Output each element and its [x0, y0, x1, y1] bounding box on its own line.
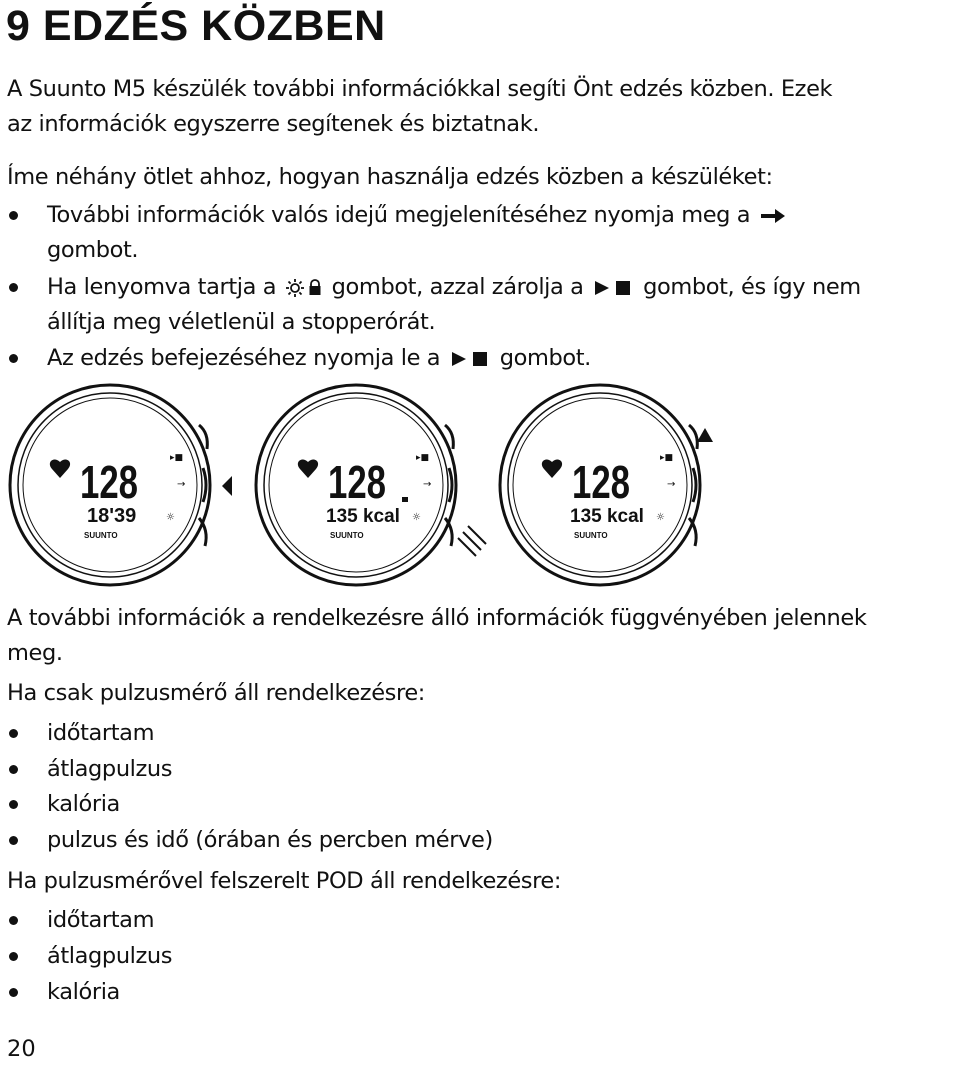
- watch-1-heart-rate: 128: [80, 456, 138, 508]
- tip-1-text: További információk valós idejű megjelenítéséhez nyomja meg a: [47, 202, 751, 228]
- press-indicator-icon: [222, 476, 232, 496]
- info-line-1: A további információk a rendelkezésre álló információk függvényében jelennek: [7, 605, 867, 631]
- hold-press-icon: [458, 526, 486, 556]
- watch-1-second-line: 18'39: [87, 505, 137, 527]
- intro-line-1: A Suunto M5 készülék további információkkal segíti Önt edzés közben. Ezek: [7, 76, 833, 102]
- bullet-icon: [9, 765, 18, 774]
- list-item-text: időtartam: [47, 907, 155, 933]
- tip-2-text-a: Ha lenyomva tartja a: [47, 274, 277, 300]
- bullet-icon: [9, 988, 18, 997]
- tip-2-continued: állítja meg véletlenül a stopperórát.: [47, 309, 436, 335]
- watch-2-play-label: ▸■: [416, 453, 430, 463]
- bullet-icon: [9, 836, 18, 845]
- watch-2-light-label: ☼: [412, 512, 421, 523]
- intro-line-2: az információk egyszerre segítenek és biztatnak.: [7, 111, 540, 137]
- play-stop-icon: [449, 349, 491, 369]
- watch-3-play-label: ▸■: [660, 453, 674, 463]
- watch-2-second-line: 135 kcal: [326, 506, 400, 527]
- list-item-text: kalória: [47, 791, 120, 817]
- watch-3-brand: SUUNTO: [574, 531, 608, 540]
- intro-line-3: Íme néhány ötlet ahhoz, hogyan használja edzés közben a készüléket:: [7, 164, 773, 190]
- bullet-icon: [9, 800, 18, 809]
- watch-2-arrow-label: →: [423, 479, 432, 490]
- bullet-icon: [9, 211, 18, 220]
- list-item-text: átlagpulzus: [47, 943, 173, 969]
- tip-2-text-b: gombot, azzal zárolja a: [331, 274, 584, 300]
- tip-3-text-b: gombot.: [499, 345, 591, 371]
- lock-icon: [402, 497, 408, 502]
- hr-only-heading: Ha csak pulzusmérő áll rendelkezésre:: [7, 680, 425, 706]
- watch-3: [500, 385, 713, 585]
- watch-3-second-line: 135 kcal: [570, 506, 644, 527]
- watch-2: [256, 385, 486, 585]
- list-item-text: átlagpulzus: [47, 756, 173, 782]
- watch-1-light-label: ☼: [166, 512, 175, 523]
- watch-1-brand: SUUNTO: [84, 531, 118, 540]
- info-line-2: meg.: [7, 640, 63, 666]
- watch-1-arrow-label: →: [177, 479, 186, 490]
- list-item-text: kalória: [47, 979, 120, 1005]
- tip-3-text-a: Az edzés befejezéséhez nyomja le a: [47, 345, 441, 371]
- bullet-icon: [9, 354, 18, 363]
- tip-2-text-c: gombot, és így nem: [643, 274, 861, 300]
- press-indicator-icon: [697, 428, 713, 442]
- light-lock-icon: [285, 277, 323, 299]
- tip-1-continued: gombot.: [47, 237, 139, 263]
- bullet-icon: [9, 952, 18, 961]
- list-item-text: pulzus és idő (órában és percben mérve): [47, 827, 493, 853]
- arrow-right-icon: [759, 206, 787, 226]
- watch-3-heart-rate: 128: [572, 456, 630, 508]
- watch-3-light-label: ☼: [656, 512, 665, 523]
- watch-2-brand: SUUNTO: [330, 531, 364, 540]
- bullet-icon: [9, 729, 18, 738]
- watch-1: [10, 385, 232, 585]
- pod-heading: Ha pulzusmérővel felszerelt POD áll rendelkezésre:: [7, 868, 562, 894]
- watch-2-heart-rate: 128: [328, 456, 386, 508]
- bullet-icon: [9, 283, 18, 292]
- watch-illustration: [0, 380, 960, 590]
- page-title: 9 EDZÉS KÖZBEN: [6, 2, 386, 50]
- bullet-icon: [9, 916, 18, 925]
- list-item-text: időtartam: [47, 720, 155, 746]
- play-stop-icon: [592, 278, 634, 298]
- watch-3-arrow-label: →: [667, 479, 676, 490]
- page-number: 20: [7, 1036, 36, 1062]
- watch-1-play-label: ▸■: [170, 453, 184, 463]
